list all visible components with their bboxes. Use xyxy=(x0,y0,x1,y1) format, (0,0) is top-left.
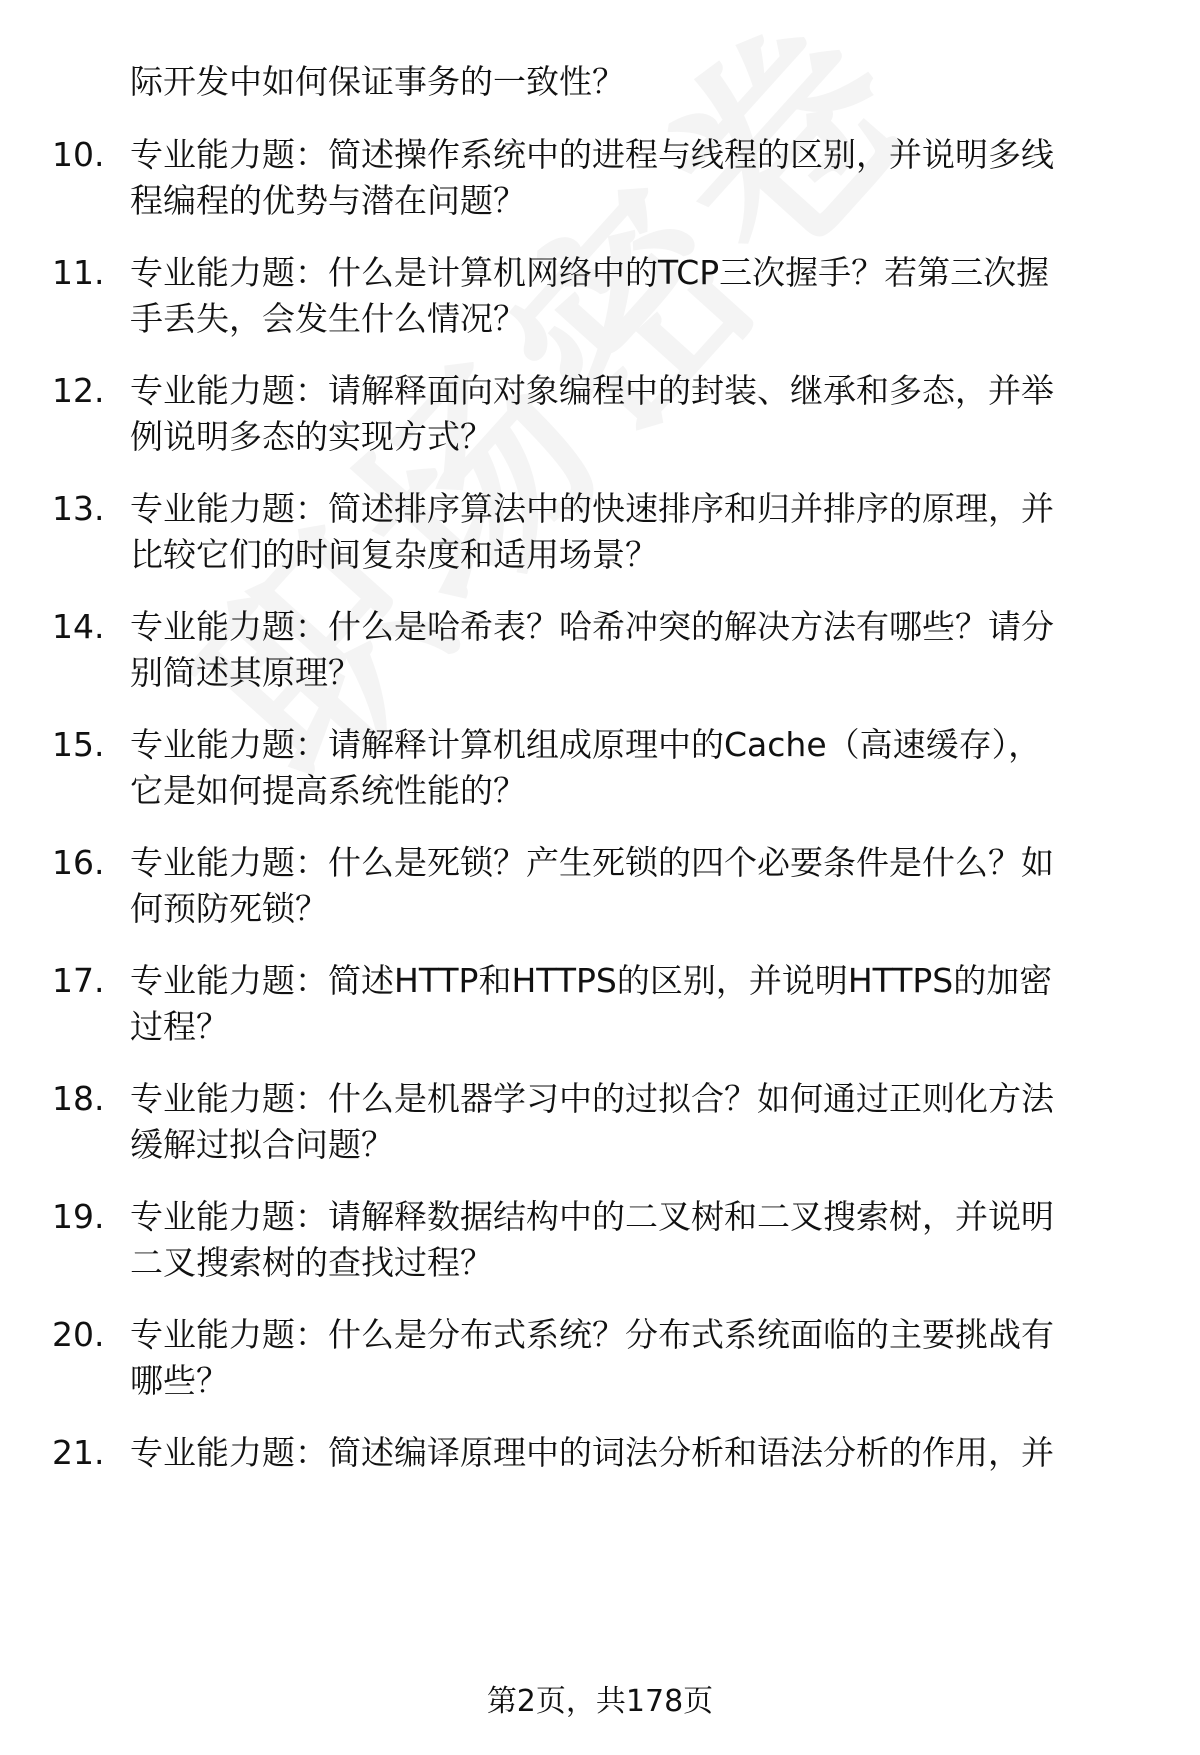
question-number: 13. xyxy=(52,489,105,528)
question-number: 21. xyxy=(52,1433,105,1472)
question-number: 17. xyxy=(52,961,105,1000)
question-text-line: 专业能力题：什么是机器学习中的过拟合？如何通过正则化方法 xyxy=(130,1079,1054,1118)
continuation-text: 际开发中如何保证事务的一致性？ xyxy=(130,62,625,101)
page-footer: 第2页，共178页 xyxy=(486,1684,714,1719)
question-text-line: 专业能力题：什么是分布式系统？分布式系统面临的主要挑战有 xyxy=(130,1315,1054,1354)
question-text-line: 过程？ xyxy=(130,1007,229,1046)
question-text-line: 它是如何提高系统性能的？ xyxy=(130,771,526,810)
question-text-line: 专业能力题：简述排序算法中的快速排序和归并排序的原理，并 xyxy=(130,489,1054,528)
question-number: 10. xyxy=(52,135,105,174)
question-text-line: 专业能力题：简述操作系统中的进程与线程的区别，并说明多线 xyxy=(130,135,1054,174)
question-text-line: 专业能力题：请解释数据结构中的二叉树和二叉搜索树，并说明 xyxy=(130,1197,1054,1236)
question-text-line: 程编程的优势与潜在问题？ xyxy=(130,181,526,220)
question-text-line: 专业能力题：什么是死锁？产生死锁的四个必要条件是什么？如 xyxy=(130,843,1054,882)
question-text-line: 比较它们的时间复杂度和适用场景？ xyxy=(130,535,658,574)
question-text-line: 别简述其原理？ xyxy=(130,653,361,692)
question-number: 20. xyxy=(52,1315,105,1354)
question-text-line: 哪些？ xyxy=(130,1361,229,1400)
question-text-line: 专业能力题：简述HTTP和HTTPS的区别，并说明HTTPS的加密 xyxy=(130,961,1053,1000)
question-text-line: 专业能力题：简述编译原理中的词法分析和语法分析的作用，并 xyxy=(130,1433,1054,1472)
question-number: 11. xyxy=(52,253,105,292)
question-number: 12. xyxy=(52,371,105,410)
question-number: 19. xyxy=(52,1197,105,1236)
question-text-line: 专业能力题：请解释面向对象编程中的封装、继承和多态，并举 xyxy=(130,371,1054,410)
question-text-line: 例说明多态的实现方式？ xyxy=(130,417,493,456)
question-text-line: 二叉搜索树的查找过程？ xyxy=(130,1243,493,1282)
question-number: 18. xyxy=(52,1079,105,1118)
question-number: 16. xyxy=(52,843,105,882)
question-text-line: 专业能力题：什么是哈希表？哈希冲突的解决方法有哪些？请分 xyxy=(130,607,1054,646)
question-text-line: 缓解过拟合问题？ xyxy=(130,1125,394,1164)
question-text-line: 专业能力题：什么是计算机网络中的TCP三次握手？若第三次握 xyxy=(130,253,1050,292)
question-number: 15. xyxy=(52,725,105,764)
question-number: 14. xyxy=(52,607,105,646)
question-text-line: 手丢失，会发生什么情况？ xyxy=(130,299,526,338)
question-text-line: 专业能力题：请解释计算机组成原理中的Cache（高速缓存）， xyxy=(130,725,1042,764)
question-text-line: 何预防死锁？ xyxy=(130,889,328,928)
